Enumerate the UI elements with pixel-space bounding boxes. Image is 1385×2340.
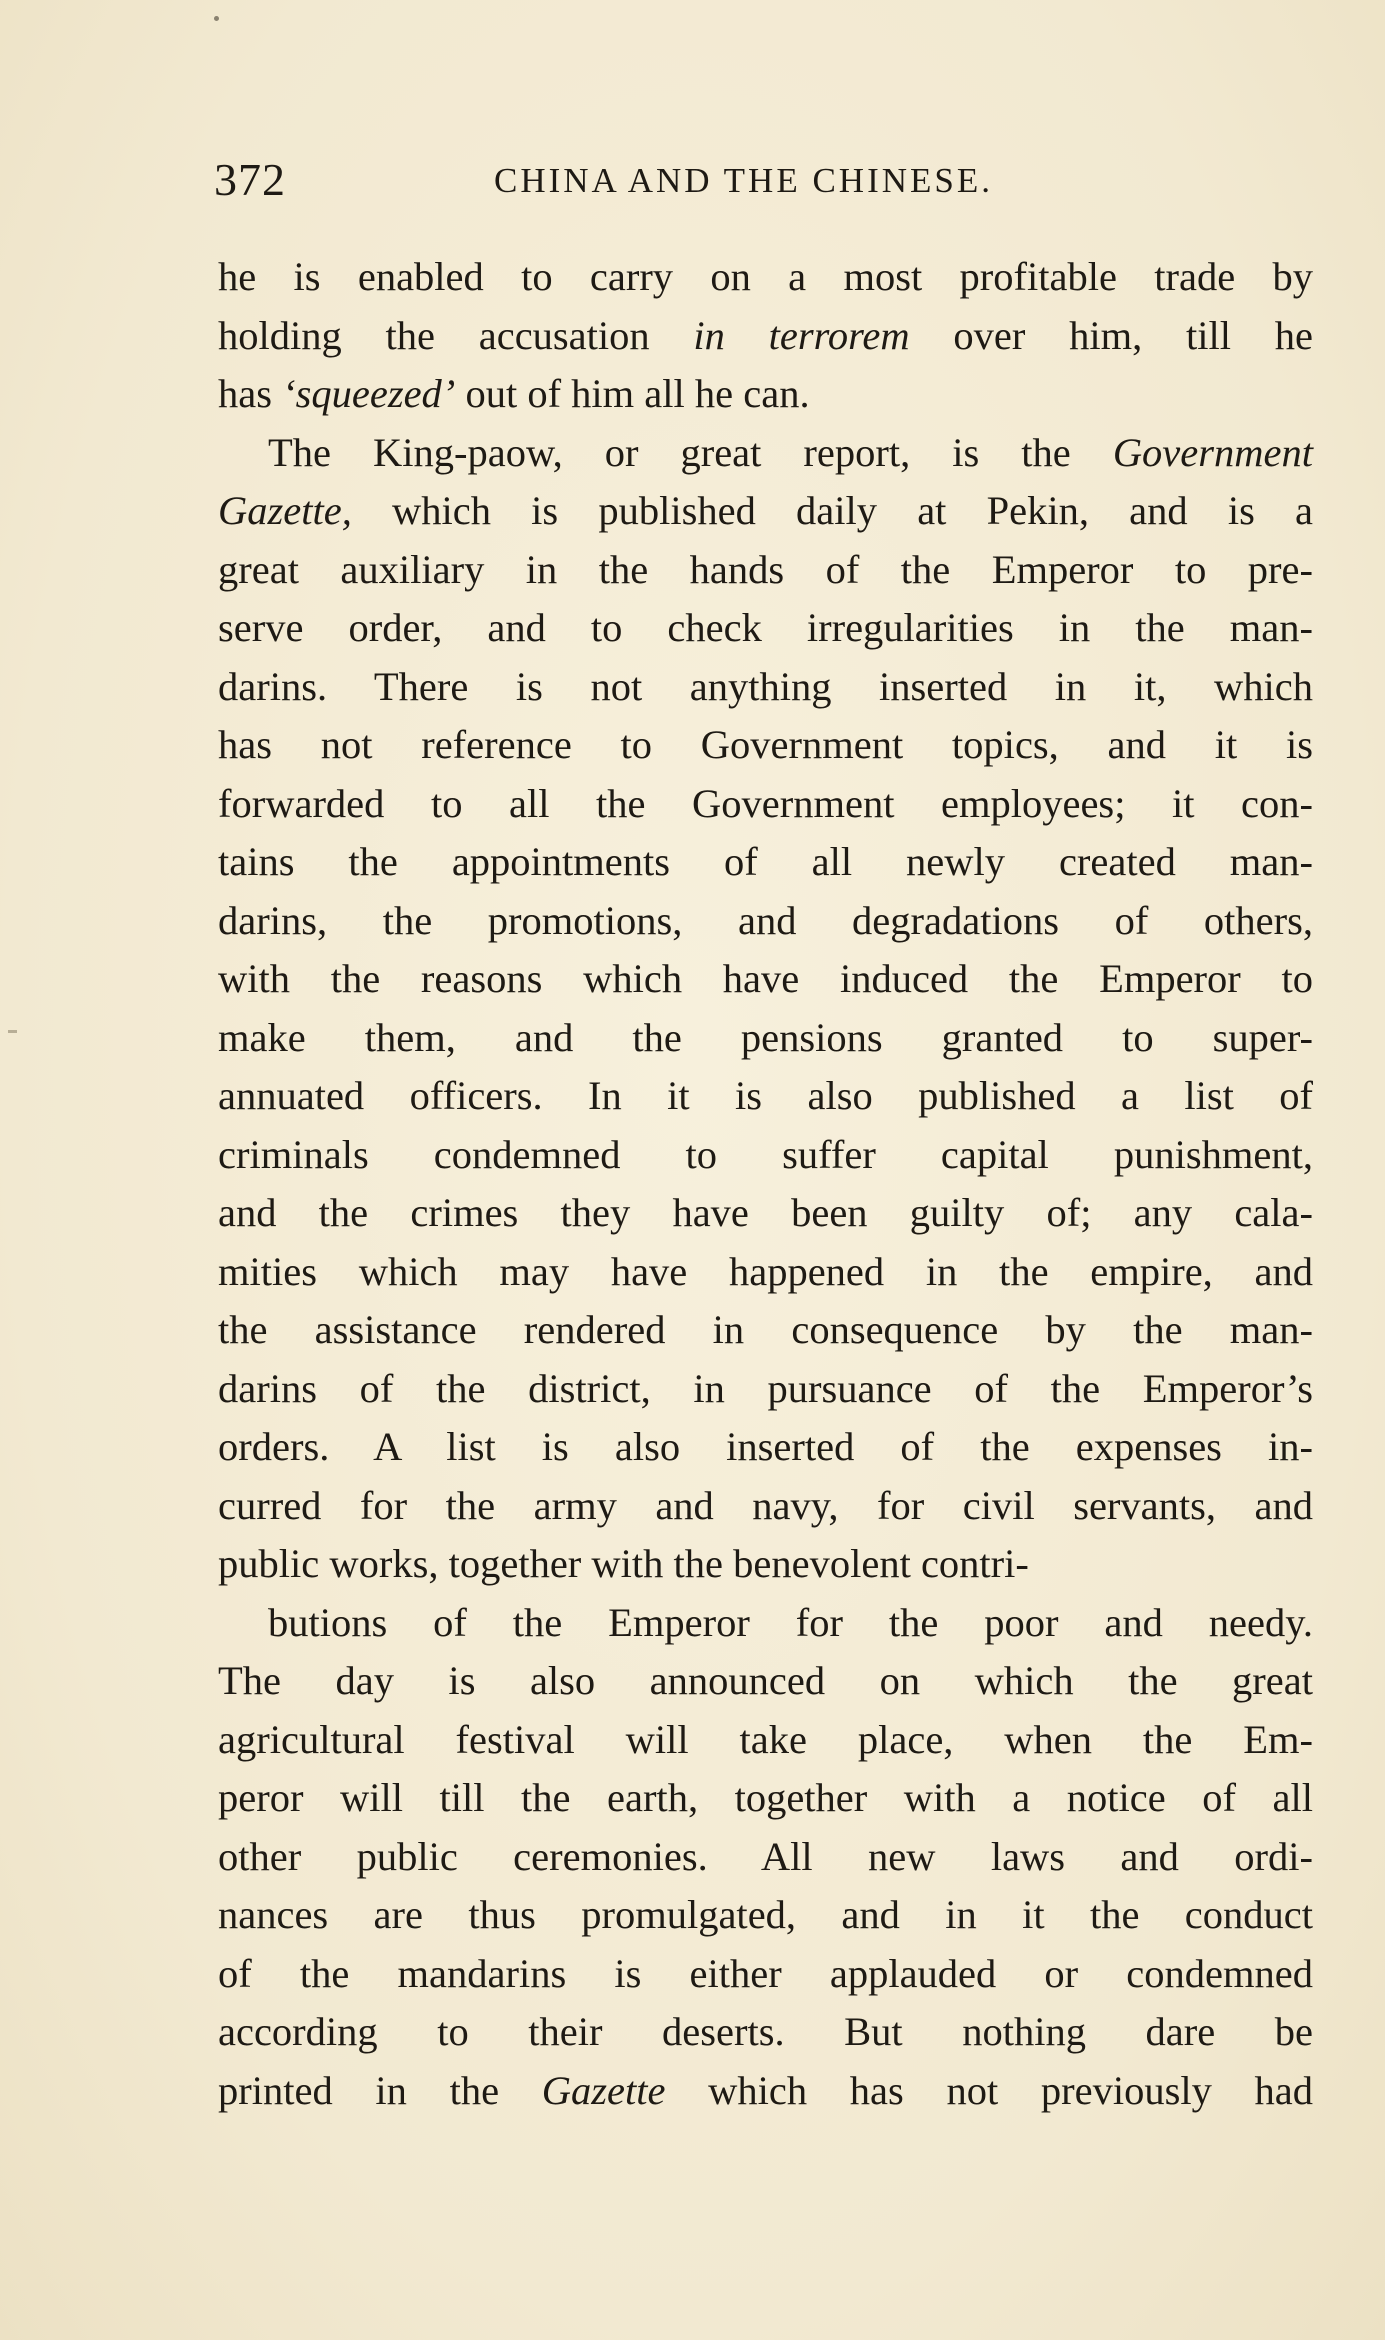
text-line: criminals condemned to suffer capital punishment, bbox=[218, 1131, 1313, 1177]
text-line: serve order, and to check irregularities in the man- bbox=[218, 605, 1313, 650]
text-line: printed in the Gazette which has not previously had bbox=[218, 2067, 1314, 2113]
text-line: agricultural festival will take place, when the Em- bbox=[218, 1716, 1313, 1762]
text-line: orders. A list is also inserted of the expenses in- bbox=[218, 1424, 1313, 1469]
text-line: has ‘squeezed’ out of him all he can. bbox=[218, 371, 810, 416]
text-line: darins of the district, in pursuance of the Emperor’s bbox=[218, 1365, 1313, 1411]
text-line: other public ceremonies. All new laws and ordi- bbox=[218, 1833, 1313, 1879]
text-line: tains the appointments of all newly created man- bbox=[218, 839, 1313, 884]
text-line: annuated officers. In it is also published a list of bbox=[218, 1073, 1313, 1118]
text-line: holding the accusation in terrorem over him, till he bbox=[218, 312, 1314, 358]
text-line: make them, and the pensions granted to super- bbox=[218, 1014, 1313, 1060]
ink-speck bbox=[214, 16, 219, 21]
italic-phrase: Gazette bbox=[541, 2067, 666, 2113]
text-line: with the reasons which have induced the Emperor to bbox=[218, 956, 1313, 1001]
italic-phrase: ‘squeezed’ bbox=[282, 371, 456, 416]
text-line: mities which may have happened in the empire, and bbox=[218, 1248, 1313, 1294]
text-line: nances are thus promulgated, and in it the conduct bbox=[218, 1892, 1313, 1937]
text-line: butions of the Emperor for the poor and needy. bbox=[268, 1599, 1313, 1645]
italic-phrase: Gazette, bbox=[218, 488, 352, 533]
text-line: public works, together with the benevolent contri- bbox=[218, 1541, 1029, 1586]
page-header bbox=[214, 150, 1309, 210]
text-line: great auxiliary in the hands of the Emperor to pre- bbox=[218, 546, 1313, 592]
text-line: according to their deserts. But nothing dare be bbox=[218, 2009, 1313, 2054]
text-line: The King-paow, or great report, is the Government bbox=[268, 429, 1313, 475]
text-line: curred for the army and navy, for civil servants, and bbox=[218, 1482, 1313, 1528]
margin-mark bbox=[8, 1030, 17, 1033]
text-line: Gazette, which is published daily at Pekin, and is a bbox=[218, 488, 1313, 533]
body-text bbox=[218, 248, 1313, 2120]
text-line: has not reference to Government topics, and it is bbox=[218, 722, 1313, 767]
text-line: The day is also announced on which the great bbox=[218, 1658, 1313, 1703]
text-line: the assistance rendered in consequence by the man- bbox=[218, 1307, 1313, 1352]
text-line: peror will till the earth, together with a notice of all bbox=[218, 1775, 1313, 1820]
italic-phrase: in terrorem bbox=[693, 312, 910, 358]
text-line: of the mandarins is either applauded or condemned bbox=[218, 1950, 1313, 1996]
running-title: CHINA AND THE CHINESE. bbox=[494, 161, 993, 200]
text-line: and the crimes they have been guilty of; any cala- bbox=[218, 1190, 1313, 1235]
text-line: he is enabled to carry on a most profitable trade by bbox=[218, 254, 1313, 299]
text-line: forwarded to all the Government employees; it con- bbox=[218, 780, 1313, 826]
italic-phrase: Government bbox=[1112, 429, 1313, 475]
text-line: darins, the promotions, and degradations of others, bbox=[218, 897, 1313, 943]
text-line: darins. There is not anything inserted in it, which bbox=[218, 663, 1313, 709]
page-number: 372 bbox=[214, 154, 286, 205]
